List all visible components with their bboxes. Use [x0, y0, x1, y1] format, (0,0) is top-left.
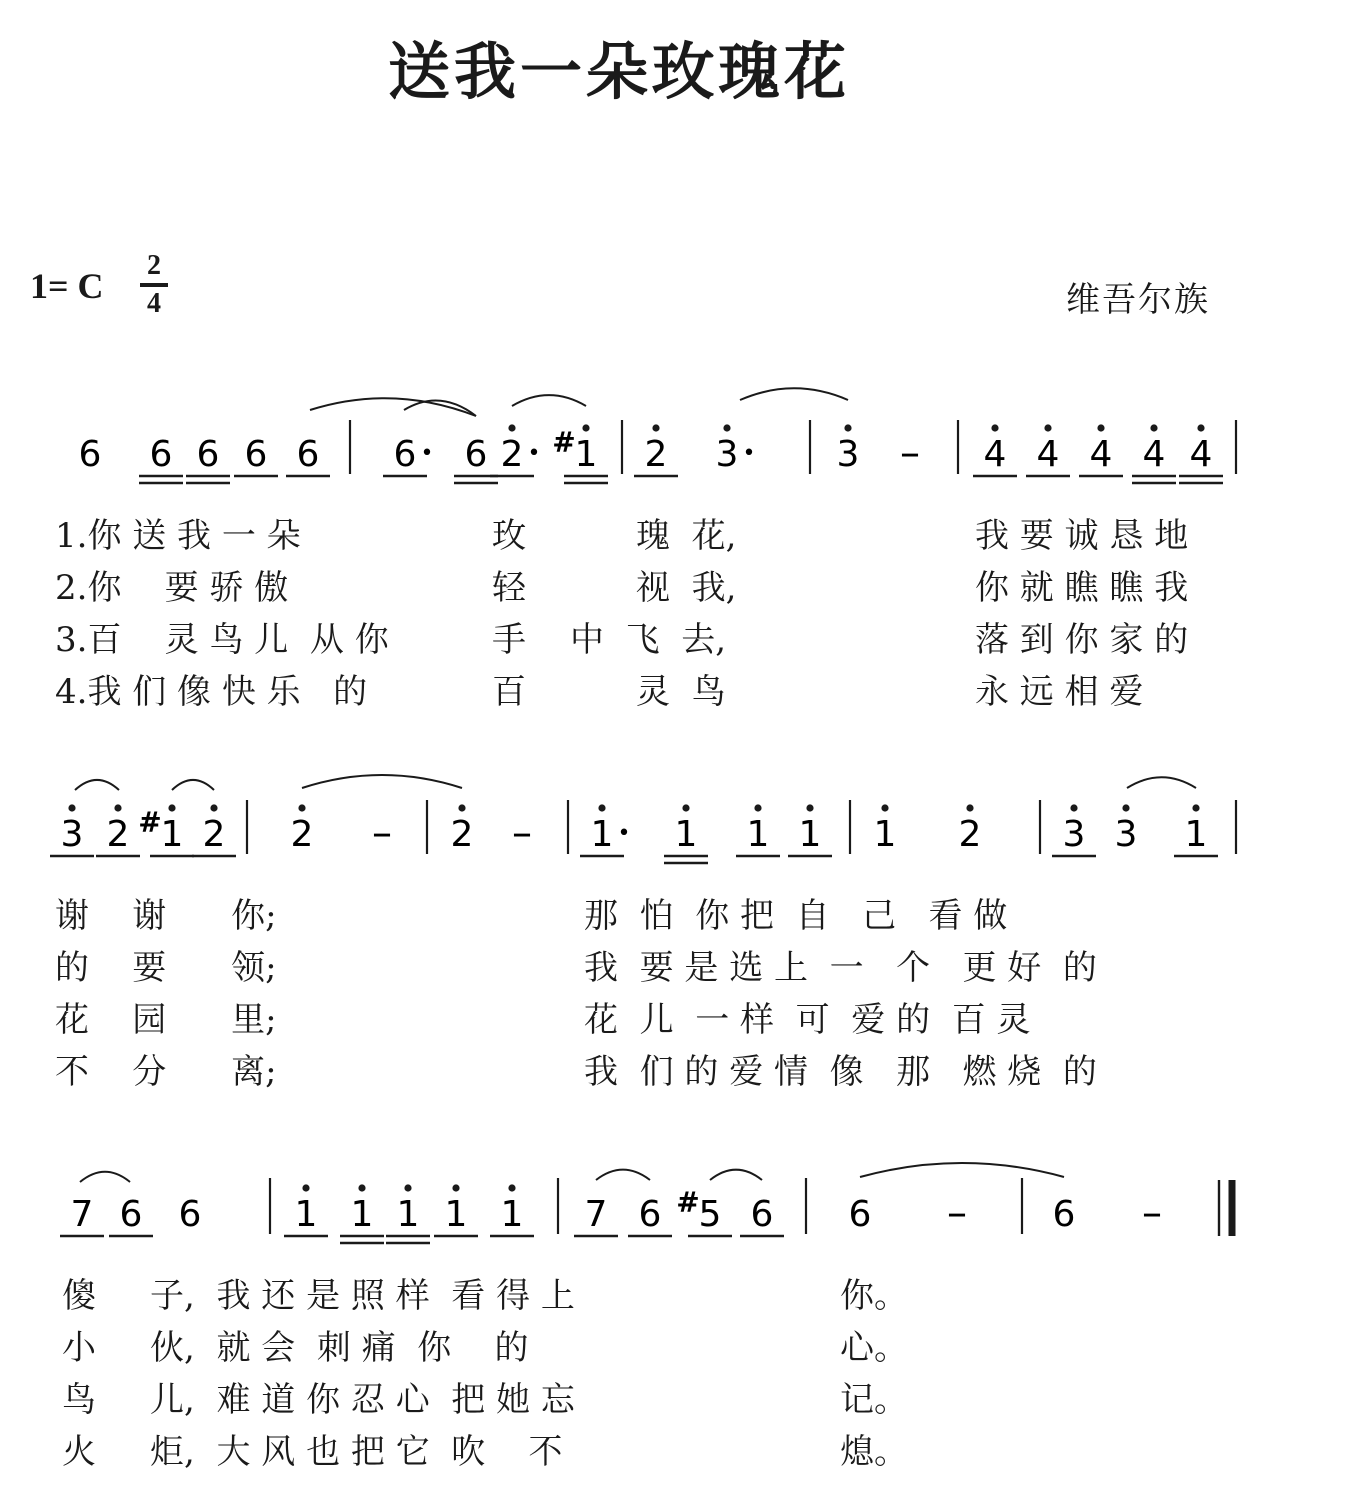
- dot-mark: •: [527, 441, 541, 466]
- note-1: 1: [674, 814, 698, 855]
- dash-mark: –: [900, 430, 920, 476]
- slur-arc: [172, 780, 214, 790]
- note-3: 3: [715, 434, 739, 475]
- lyric-line-9b: 你。: [840, 1276, 908, 1316]
- high-octave-dot: [508, 1184, 515, 1191]
- note-4: 4: [983, 434, 1007, 475]
- lyric-line-4c: 灵 鸟: [636, 672, 726, 712]
- lyric-line-4a: 4.我 们 像 快 乐 的: [55, 672, 368, 712]
- high-octave-dot: [358, 1184, 365, 1191]
- note-1: 1: [500, 1194, 524, 1235]
- lyric-line-1c: 瑰 花,: [636, 516, 737, 556]
- note-3: 3: [60, 814, 84, 855]
- high-octave-dot: [881, 804, 888, 811]
- note-3: 3: [1062, 814, 1086, 855]
- dash-mark: –: [947, 1190, 967, 1236]
- note-2: 2: [290, 814, 314, 855]
- slur-arc: [512, 395, 586, 406]
- high-octave-dot: [302, 1184, 309, 1191]
- slur-arc: [596, 1170, 650, 1180]
- key-signature: 1= C: [30, 266, 104, 306]
- note-6: 6: [638, 1194, 662, 1235]
- dot-mark: •: [617, 821, 631, 846]
- note-1: 1: [350, 1194, 374, 1235]
- high-octave-dot: [806, 804, 813, 811]
- dot-mark: •: [742, 441, 756, 466]
- lyric-line-10b: 心。: [840, 1328, 908, 1368]
- note-6: 6: [296, 434, 320, 475]
- sharp-mark: #: [676, 1186, 700, 1219]
- note-1: 1: [1184, 814, 1208, 855]
- lyric-line-8a: 不 分 离;: [55, 1052, 277, 1092]
- note-6: 6: [848, 1194, 872, 1235]
- note-4: 4: [1189, 434, 1213, 475]
- lyric-line-1a: 1.你 送 我 一 朵: [55, 516, 301, 556]
- high-octave-dot: [1097, 424, 1104, 431]
- lyric-line-12b: 熄。: [840, 1432, 908, 1472]
- lyric-line-3a: 3.百 灵 鸟 儿 从 你: [55, 620, 389, 660]
- lyric-line-1d: 我 要 诚 恳 地: [975, 516, 1189, 556]
- lyric-line-7a: 花 园 里;: [55, 1000, 277, 1040]
- sharp-mark: #: [552, 426, 576, 459]
- note-6: 6: [196, 434, 220, 475]
- note-2: 2: [958, 814, 982, 855]
- lyric-line-11a: 鸟 儿, 难 道 你 忍 心 把 她 忘: [62, 1380, 575, 1420]
- dash-mark: –: [512, 810, 532, 856]
- song-title: 送我一朵玫瑰花: [388, 35, 851, 108]
- lyric-line-2c: 视 我,: [636, 568, 737, 608]
- note-6: 6: [244, 434, 268, 475]
- high-octave-dot: [991, 424, 998, 431]
- note-1: 1: [590, 814, 614, 855]
- note-6: 6: [149, 434, 173, 475]
- high-octave-dot: [966, 804, 973, 811]
- lyric-line-7b: 花 儿 一 样 可 爱 的 百 灵: [584, 1000, 1031, 1040]
- lyric-line-5b: 那 怕 你 把 自 己 看 做: [584, 896, 1008, 936]
- meter-bottom: 4: [147, 288, 161, 319]
- lyric-line-8b: 我 们 的 爱 情 像 那 燃 烧 的: [584, 1052, 1097, 1092]
- lyric-line-12a: 火 炬, 大 风 也 把 它 吹 不: [62, 1432, 563, 1472]
- song-origin: 维吾尔族: [1066, 280, 1210, 320]
- high-octave-dot: [582, 424, 589, 431]
- high-octave-dot: [114, 804, 121, 811]
- lyric-line-5a: 谢 谢 你;: [55, 896, 277, 936]
- lyric-line-6a: 的 要 领;: [55, 948, 277, 988]
- lyric-line-6b: 我 要 是 选 上 一 个 更 好 的: [584, 948, 1097, 988]
- note-1: 1: [798, 814, 822, 855]
- lyric-line-2d: 你 就 瞧 瞧 我: [975, 568, 1189, 608]
- high-octave-dot: [452, 1184, 459, 1191]
- note-1: 1: [160, 814, 184, 855]
- note-7: 7: [584, 1194, 608, 1235]
- sharp-mark: #: [138, 806, 162, 839]
- note-2: 2: [450, 814, 474, 855]
- note-4: 4: [1142, 434, 1166, 475]
- lyric-line-3c: 中 飞 去,: [570, 620, 727, 660]
- high-octave-dot: [404, 1184, 411, 1191]
- slur-arc: [860, 1163, 1064, 1177]
- note-6: 6: [1052, 1194, 1076, 1235]
- slur-arc: [710, 1170, 762, 1180]
- high-octave-dot: [1044, 424, 1051, 431]
- lyric-line-1b: 玫: [492, 516, 526, 556]
- slur-arc: [302, 775, 462, 788]
- note-1: 1: [294, 1194, 318, 1235]
- note-1: 1: [746, 814, 770, 855]
- note-1: 1: [574, 434, 598, 475]
- dash-mark: –: [372, 810, 392, 856]
- note-2: 2: [644, 434, 668, 475]
- note-4: 4: [1036, 434, 1060, 475]
- slur-arc: [740, 388, 848, 400]
- note-6: 6: [178, 1194, 202, 1235]
- slur-arc: [80, 1172, 130, 1182]
- note-2: 2: [106, 814, 130, 855]
- note-6: 6: [119, 1194, 143, 1235]
- note-3: 3: [1114, 814, 1138, 855]
- meter-top: 2: [147, 250, 161, 281]
- note-1: 1: [444, 1194, 468, 1235]
- high-octave-dot: [598, 804, 605, 811]
- high-octave-dot: [723, 424, 730, 431]
- note-6: 6: [78, 434, 102, 475]
- high-octave-dot: [1192, 804, 1199, 811]
- high-octave-dot: [458, 804, 465, 811]
- slur-arc: [75, 780, 119, 790]
- note-6: 6: [393, 434, 417, 475]
- high-octave-dot: [1070, 804, 1077, 811]
- high-octave-dot: [652, 424, 659, 431]
- lyric-line-2a: 2.你 要 骄 傲: [55, 568, 289, 608]
- high-octave-dot: [1122, 804, 1129, 811]
- lyric-line-2b: 轻: [492, 568, 526, 608]
- high-octave-dot: [298, 804, 305, 811]
- note-6: 6: [750, 1194, 774, 1235]
- lyric-line-4b: 百: [492, 672, 526, 712]
- high-octave-dot: [682, 804, 689, 811]
- high-octave-dot: [68, 804, 75, 811]
- slur-arc: [1127, 777, 1196, 788]
- dot-mark: •: [420, 441, 434, 466]
- note-6: 6: [464, 434, 488, 475]
- lyric-line-3d: 落 到 你 家 的: [975, 620, 1189, 660]
- lyric-line-11b: 记。: [840, 1380, 908, 1420]
- high-octave-dot: [844, 424, 851, 431]
- note-4: 4: [1089, 434, 1113, 475]
- high-octave-dot: [1197, 424, 1204, 431]
- note-1: 1: [873, 814, 897, 855]
- note-3: 3: [836, 434, 860, 475]
- note-1: 1: [396, 1194, 420, 1235]
- high-octave-dot: [754, 804, 761, 811]
- lyric-line-9a: 傻 子, 我 还 是 照 样 看 得 上: [62, 1276, 575, 1316]
- high-octave-dot: [168, 804, 175, 811]
- high-octave-dot: [210, 804, 217, 811]
- slur-arc: [404, 401, 476, 416]
- high-octave-dot: [1150, 424, 1157, 431]
- note-2: 2: [500, 434, 524, 475]
- lyric-line-10a: 小 伙, 就 会 刺 痛 你 的: [62, 1328, 529, 1368]
- slur-arc: [310, 398, 476, 416]
- lyric-line-4d: 永 远 相 爱: [975, 672, 1144, 712]
- note-2: 2: [202, 814, 226, 855]
- dash-mark: –: [1142, 1190, 1162, 1236]
- note-7: 7: [70, 1194, 94, 1235]
- note-5: 5: [698, 1194, 722, 1235]
- lyric-line-3b: 手: [492, 620, 526, 660]
- high-octave-dot: [508, 424, 515, 431]
